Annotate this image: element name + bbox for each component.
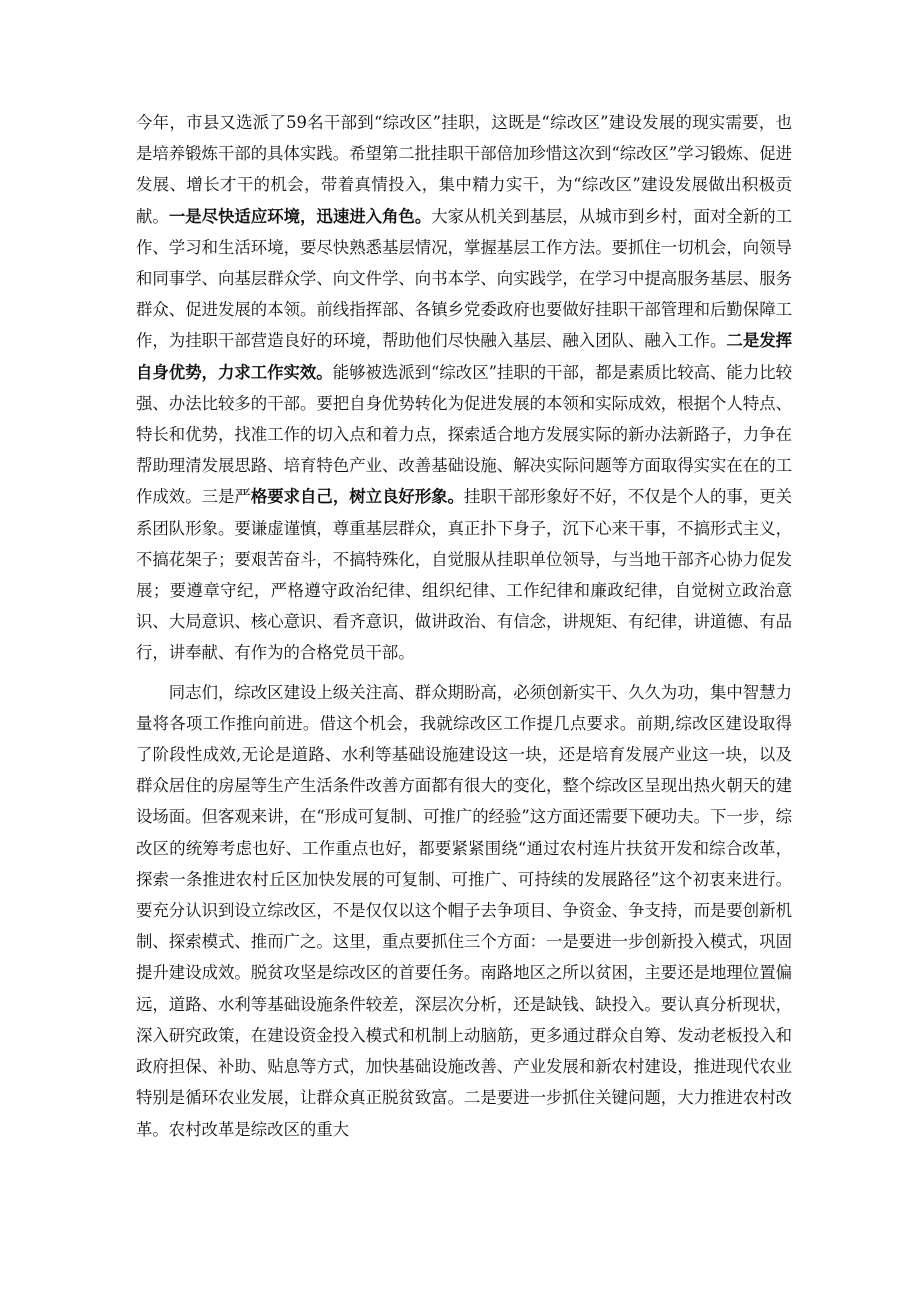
document-body: [136, 107, 792, 1145]
bold-heading-3: 格要求自己，树立良好形象。: [250, 487, 465, 507]
text-run: 同志们，综改区建设上级关注高、群众期盼高，必须创新实干、久久为功，集中智慧力量将各项工作推向前进。借这个机会，我就综改区工作提几点要求。前期,综改区建设取得了阶段性成效,无论是道路、水利等基础设施建设这一块，还是培育发展产业这一块，以及群众居住的房屋等生产生活条件改善方面都有很大的变化，整个综改区呈现出热火朝天的建设场面。但客观来讲，在“形成可复制、可推广的经验”这方面还需要下硬功夫。下一步，综改区的统筹考虑也好、工作重点也好，都要紧紧围绕“通过农村连片扶贫开发和综合改革，探索一条推进农村丘区加快发展的可复制、可推广、可持续的发展路径”这个初衷来进行。要充分认识到设立综改区，不是仅仅以这个帽子去争项目、争资金、争支持，而是要创新机制、探索模式、推而广之。这里，重点要抓住三个方面：一是要进一步创新投入模式，巩固提升建设成效。脱贫攻坚是综改区的首要任务。南路地区之所以贫困，主要还是地理位置偏远，道路、水利等基础设施条件较差，深层次分析，还是缺钱、缺投入。要认真分析现状，深入研究政策，在建设资金投入模式和机制上动脑筋，更多通过群众自筹、发动老板投入和政府担保、补助、贴息等方式，加快基础设施改善、产业发展和新农村建设，推进现代农业特别是循环农业发展，让群众真正脱贫致富。二是要进一步抓住关键问题，大力推进农村改革。农村改革是综改区的重大: [136, 682, 792, 1139]
bold-heading-2: 二是发挥自身优势，力求工作实效。: [136, 331, 793, 382]
text-run: 能够被选派到“综改区”挂职的干部，都是素质比较高、能力比较强、办法比较多的干部。要把自身优势转化为促进发展的本领和实际成效，根据个人特点、特长和优势，找准工作的切入点和着力点，探索适合地方发展实际的新办法新路子，力争在帮助理清发展思路、培育特色产业、改善基础设施、解决实际问题等方面取得实实在在的工作成效。三是严: [136, 362, 792, 507]
text-run: 今年，市县又选派了59名干部到“综改区”挂职，这既是“综改区”建设发展的现实需要，也是培养锻炼干部的具体实践。希望第二批挂职干部倍加珍惜这次到“综改区”学习锻炼、促进发展、增长才干的机会，带着真情投入，集中精力实干，为“综改区”建设发展做出积极贡献。: [136, 113, 792, 226]
paragraph-1: [136, 107, 792, 669]
text-run: 大家从机关到基层，从城市到乡村，面对全新的工作、学习和生活环境，要尽快熟悉基层情况，掌握基层工作方法。要抓住一切机会，向领导和同事学、向基层群众学、向文件学、向书本学、向实践学，在学习中提高服务基层、服务群众、促进发展的本领。前线指挥部、各镇乡党委政府也要做好挂职干部管理和后勤保障工作，为挂职干部营造良好的环境，帮助他们尽快融入基层、融入团队、融入工作。: [136, 206, 793, 351]
paragraph-2: [136, 677, 792, 1145]
text-run: 挂职干部形象好不好，不仅是个人的事，更关系团队形象。要谦虚谨慎，尊重基层群众，真正扑下身子，沉下心来干事，不搞形式主义，不搞花架子；要艰苦奋斗，不搞特殊化，自觉服从挂职单位领导，与当地干部齐心协力促发展；要遵章守纪，严格遵守政治纪律、组织纪律、工作纪律和廉政纪律，自觉树立政治意识、大局意识、核心意识、看齐意识，做讲政治、有信念，讲规矩、有纪律，讲道德、有品行，讲奉献、有作为的合格党员干部。: [136, 487, 793, 663]
bold-heading-1: 一是尽快适应环境，迅速进入角色。: [168, 206, 432, 226]
